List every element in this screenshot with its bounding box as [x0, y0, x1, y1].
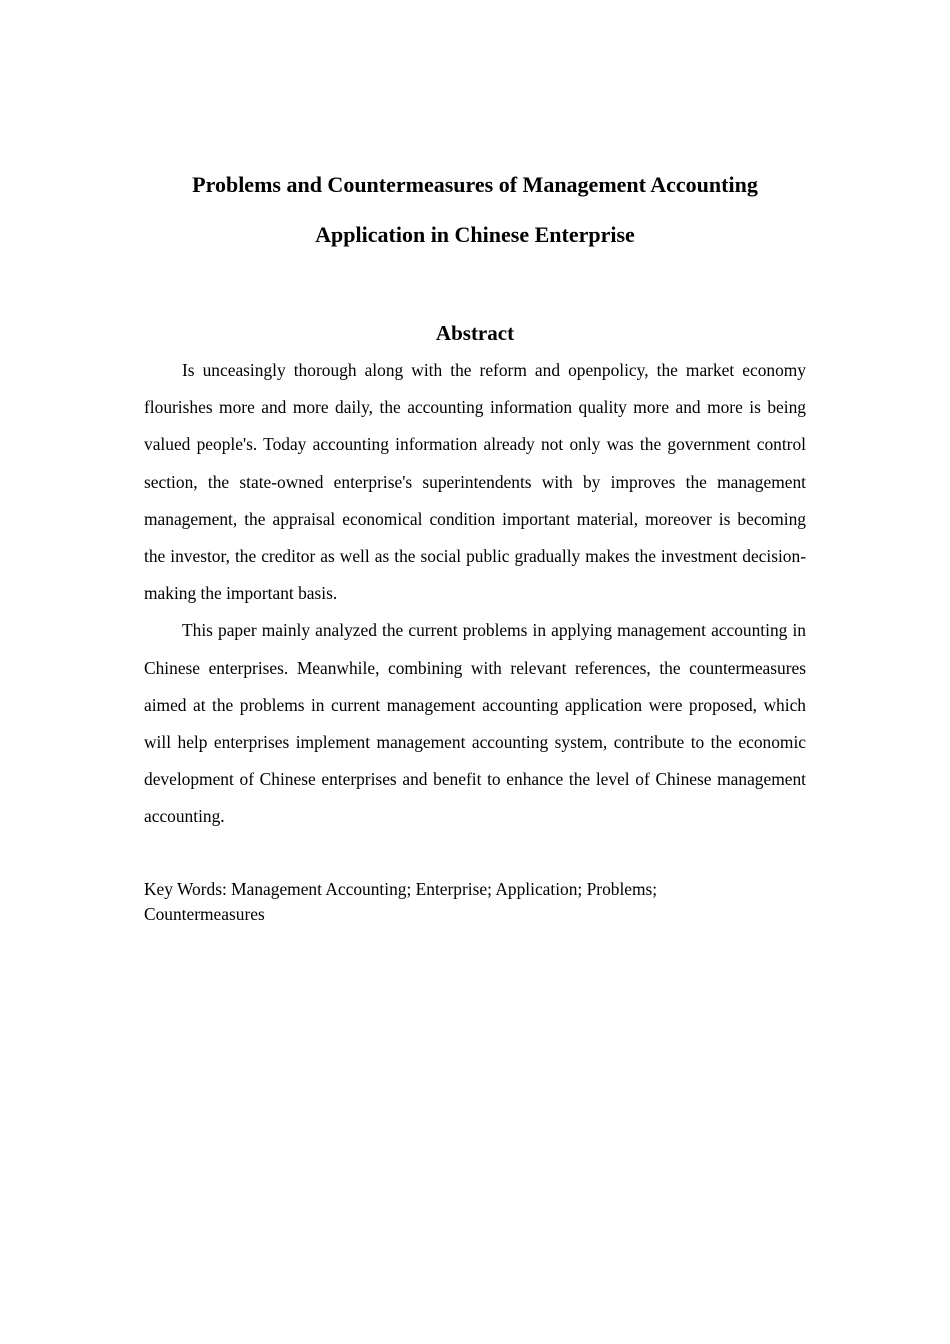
- abstract-paragraph: This paper mainly analyzed the current problems in applying management accounting in Chinese enterprises. Meanwhile, combining with relevant references, the countermeasures aimed at the problems in current management accounting application were proposed, which will help enterprises implement management accounting system, contribute to the economic development of Chinese enterprises and benefit to enhance the level of Chinese management accounting.: [144, 620, 806, 827]
- abstract-paragraph: Is unceasingly thorough along with the reform and openpolicy, the market economy flourishes more and more daily, the accounting information quality more and more is being valued people's. Today accounting information already not only was the government control section, the state-owned enterprise's superintendents with by improves the management management, the appraisal economical condition important material, moreover is becoming the investor, the creditor as well as the social public gradually makes the investment decision-making the important basis.: [144, 360, 806, 604]
- keywords: Key Words: Management Accounting; Enterprise; Application; Problems; Countermeasures: [144, 879, 658, 924]
- abstract-heading: Abstract: [435, 321, 515, 345]
- paper-title: Problems and Countermeasures of Management Accounting Application in Chinese Enterprise: [192, 172, 758, 247]
- abstract-body: [144, 352, 806, 836]
